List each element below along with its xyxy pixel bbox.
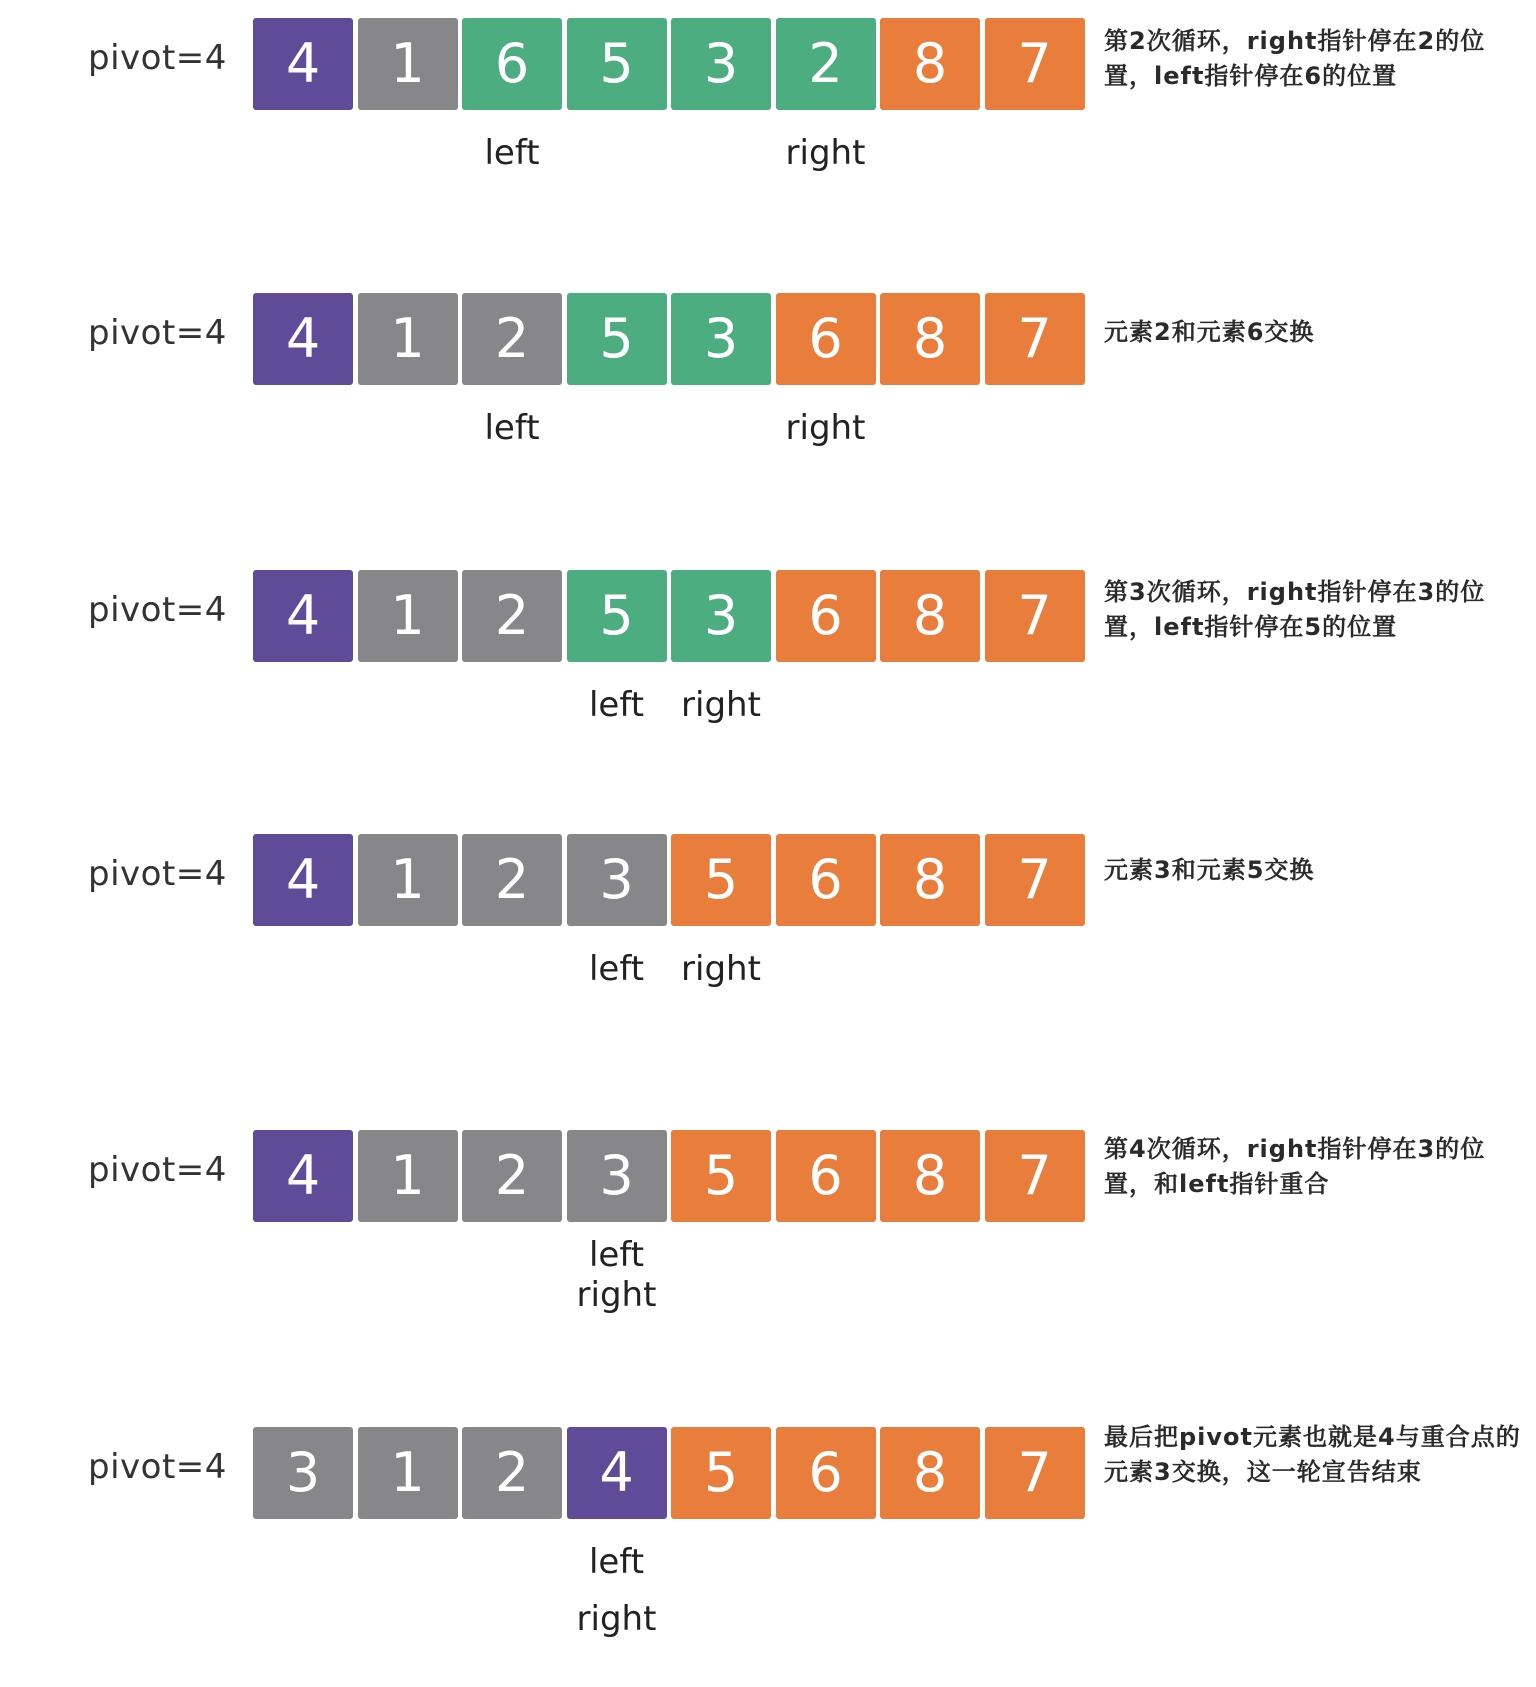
array-cell xyxy=(671,834,771,926)
cell-value: 2 xyxy=(494,1441,530,1504)
cell-value: 4 xyxy=(599,1441,634,1504)
pointer-left: left xyxy=(588,949,645,989)
cell-value: 6 xyxy=(808,1144,843,1207)
step-row-3 xyxy=(0,570,1536,830)
array-cell xyxy=(358,1130,458,1222)
array-cell xyxy=(253,834,353,926)
cell-value: 3 xyxy=(703,32,739,95)
array-cell xyxy=(985,1130,1085,1222)
cell-value: 1 xyxy=(390,584,425,647)
cell-value: 6 xyxy=(808,1441,843,1504)
cell-value: 1 xyxy=(390,1144,425,1207)
cell-value: 8 xyxy=(912,584,948,647)
array-cell xyxy=(880,834,980,926)
cell-value: 3 xyxy=(599,1144,634,1207)
array-cell xyxy=(462,293,562,385)
cell-value: 2 xyxy=(494,584,530,647)
array-cell xyxy=(567,1130,667,1222)
array-cell xyxy=(776,570,876,662)
cell-value: 5 xyxy=(599,32,634,95)
step-note: 第3次循环，right指针停在3的位置，left指针停在5的位置 xyxy=(1104,578,1486,641)
cell-value: 3 xyxy=(285,1441,321,1504)
array-cell xyxy=(880,1130,980,1222)
cell-value: 8 xyxy=(912,32,948,95)
pointer-left: left xyxy=(484,133,540,173)
pointer-right: right xyxy=(681,949,761,989)
cell-value: 7 xyxy=(1017,848,1052,911)
array-cell xyxy=(880,1427,980,1519)
array-cell xyxy=(985,293,1085,385)
cell-value: 2 xyxy=(494,307,530,370)
step-row-1 xyxy=(0,18,1536,278)
cell-value: 1 xyxy=(390,32,425,95)
cell-value: 6 xyxy=(494,32,530,95)
array-cell xyxy=(880,570,980,662)
array-cell xyxy=(880,18,980,110)
array-cell xyxy=(776,1130,876,1222)
cell-value: 8 xyxy=(912,1144,948,1207)
cell-value: 4 xyxy=(285,307,321,370)
cell-value: 5 xyxy=(703,1144,739,1207)
array-cell xyxy=(671,18,771,110)
cell-value: 3 xyxy=(703,584,739,647)
cell-value: 1 xyxy=(390,307,425,370)
array-cell xyxy=(985,1427,1085,1519)
cell-value: 1 xyxy=(390,848,425,911)
cell-value: 2 xyxy=(494,1144,530,1207)
cell-value: 4 xyxy=(285,1144,321,1207)
step-row-5 xyxy=(0,1130,1536,1390)
array-cell xyxy=(880,293,980,385)
cell-value: 8 xyxy=(912,848,948,911)
array-cell xyxy=(253,1427,353,1519)
array-cell xyxy=(671,293,771,385)
array-cell xyxy=(671,570,771,662)
array-cell xyxy=(462,570,562,662)
pointer-left: left xyxy=(588,1235,645,1275)
pivot-label: pivot=4 xyxy=(88,38,227,78)
step-note: 最后把pivot元素也就是4与重合点的元素3交换，这一轮宣告结束 xyxy=(1104,1423,1521,1486)
pointer-right: right xyxy=(785,408,866,448)
cell-value: 6 xyxy=(808,848,843,911)
pivot-label: pivot=4 xyxy=(88,590,227,630)
pivot-label: pivot=4 xyxy=(88,313,227,353)
array-cell xyxy=(567,570,667,662)
cell-value: 3 xyxy=(599,848,634,911)
array-cell xyxy=(462,834,562,926)
step-row-6 xyxy=(0,1423,1536,1687)
cell-value: 7 xyxy=(1017,584,1052,647)
array-cell xyxy=(567,293,667,385)
step-row-4 xyxy=(0,834,1536,1094)
cell-value: 8 xyxy=(912,1441,948,1504)
pivot-label: pivot=4 xyxy=(88,1447,227,1487)
array-cell xyxy=(567,18,667,110)
cell-value: 7 xyxy=(1017,32,1052,95)
cell-value: 4 xyxy=(285,32,321,95)
cell-value: 4 xyxy=(285,848,321,911)
pointer-right: right xyxy=(576,1275,657,1315)
pivot-label: pivot=4 xyxy=(88,854,227,894)
array-cell xyxy=(776,18,876,110)
array-cell xyxy=(671,1427,771,1519)
cell-value: 5 xyxy=(703,1441,739,1504)
array-cell xyxy=(253,570,353,662)
array-cell xyxy=(358,570,458,662)
step-row-2 xyxy=(0,293,1536,553)
array-cell xyxy=(985,570,1085,662)
array-cell xyxy=(462,1427,562,1519)
pointer-left: left xyxy=(588,685,645,725)
array-cell xyxy=(776,834,876,926)
cell-value: 5 xyxy=(599,584,634,647)
cell-value: 1 xyxy=(390,1441,425,1504)
array-cell xyxy=(776,293,876,385)
cell-value: 7 xyxy=(1017,1441,1052,1504)
array-cell xyxy=(462,18,562,110)
array-cell xyxy=(358,834,458,926)
step-note: 元素3和元素5交换 xyxy=(1104,856,1315,884)
pivot-label: pivot=4 xyxy=(88,1150,227,1190)
cell-value: 5 xyxy=(703,848,739,911)
pointer-right: right xyxy=(681,685,761,725)
array-cell xyxy=(985,834,1085,926)
array-cell xyxy=(567,834,667,926)
array-cell xyxy=(671,1130,771,1222)
cell-value: 2 xyxy=(808,32,843,95)
cell-value: 7 xyxy=(1017,1144,1052,1207)
pointer-right: right xyxy=(576,1599,657,1639)
pointer-left: left xyxy=(484,408,540,448)
cell-value: 4 xyxy=(285,584,321,647)
array-cell xyxy=(358,293,458,385)
array-cell xyxy=(462,1130,562,1222)
cell-value: 7 xyxy=(1017,307,1052,370)
pointer-left: left xyxy=(588,1542,645,1582)
cell-value: 3 xyxy=(703,307,739,370)
array-cell xyxy=(253,18,353,110)
cell-value: 6 xyxy=(808,584,843,647)
array-cell xyxy=(985,18,1085,110)
cell-value: 2 xyxy=(494,848,530,911)
step-note: 第2次循环，right指针停在2的位置，left指针停在6的位置 xyxy=(1104,27,1486,90)
cell-value: 5 xyxy=(599,307,634,370)
array-cell xyxy=(253,293,353,385)
array-cell xyxy=(358,18,458,110)
cell-value: 8 xyxy=(912,307,948,370)
array-cell xyxy=(776,1427,876,1519)
array-cell xyxy=(358,1427,458,1519)
step-note: 第4次循环，right指针停在3的位置，和left指针重合 xyxy=(1104,1135,1486,1198)
step-note: 元素2和元素6交换 xyxy=(1104,318,1315,346)
array-cell xyxy=(253,1130,353,1222)
pointer-right: right xyxy=(785,133,866,173)
array-cell xyxy=(567,1427,667,1519)
cell-value: 6 xyxy=(808,307,843,370)
